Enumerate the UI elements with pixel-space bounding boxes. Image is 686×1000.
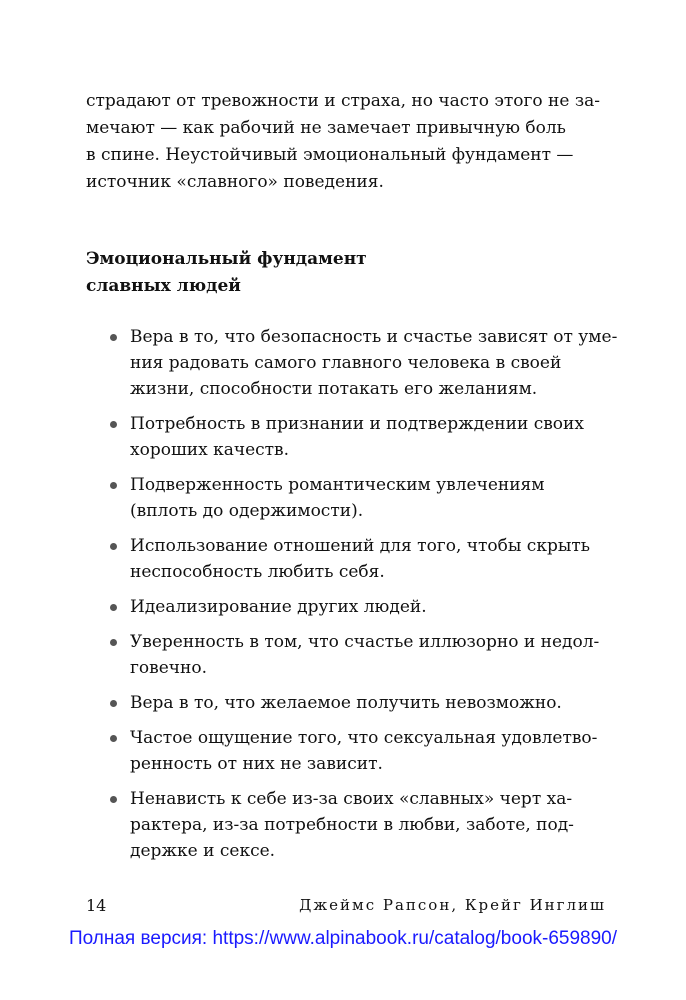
bullet-dot-icon xyxy=(110,543,117,550)
running-head: Джеймс Рапсон, Крейг Инглиш xyxy=(299,896,606,914)
list-item-line: хороших качеств. xyxy=(130,440,290,460)
intro-line: мечают — как рабочий не замечает привычную боль xyxy=(86,118,566,138)
intro-line: источник «славного» поведения. xyxy=(86,172,384,192)
bullet-dot-icon xyxy=(110,334,117,341)
list-item-line: ния радовать самого главного человека в своей xyxy=(130,353,562,373)
full-version-link[interactable]: Полная версия: https://www.alpinabook.ru/catalog/book-659890/ xyxy=(68,928,618,949)
list-item-line: Использование отношений для того, чтобы скрыть xyxy=(130,536,591,556)
list-item-line: ренность от них не зависит. xyxy=(130,754,383,774)
list-item-line: Частое ощущение того, что сексуальная удовлетво- xyxy=(130,728,598,748)
list-item xyxy=(86,629,606,681)
bullet-list xyxy=(86,324,618,864)
list-item-line: Ненависть к себе из-за своих «славных» черт ха- xyxy=(130,789,573,809)
bullet-dot-icon xyxy=(110,735,117,742)
page-number: 14 xyxy=(86,896,107,915)
list-item xyxy=(86,786,606,864)
bullet-dot-icon xyxy=(110,482,117,489)
list-item-line: говечно. xyxy=(130,658,207,678)
list-item-line: (вплоть до одержимости). xyxy=(130,501,364,521)
list-item xyxy=(86,594,606,620)
list-item xyxy=(86,472,606,524)
list-item xyxy=(86,533,606,585)
list-item-line: Идеализирование других людей. xyxy=(130,597,427,617)
heading-line: славных людей xyxy=(86,276,241,296)
list-item xyxy=(86,411,606,463)
intro-paragraph xyxy=(86,88,606,196)
intro-line: в спине. Неустойчивый эмоциональный фундамент — xyxy=(86,145,574,165)
list-item-line: Вера в то, что желаемое получить невозможно. xyxy=(130,693,562,713)
list-item xyxy=(86,690,606,716)
list-item-line: Подверженность романтическим увлечениям xyxy=(130,475,545,495)
list-item xyxy=(86,324,618,402)
section-heading xyxy=(86,246,606,300)
list-item-line: Потребность в признании и подтверждении своих xyxy=(130,414,584,434)
bullet-dot-icon xyxy=(110,421,117,428)
bullet-dot-icon xyxy=(110,796,117,803)
list-item-line: неспособность любить себя. xyxy=(130,562,385,582)
bullet-dot-icon xyxy=(110,639,117,646)
list-item-line: Вера в то, что безопасность и счастье зависят от уме- xyxy=(130,327,618,347)
bullet-dot-icon xyxy=(110,700,117,707)
bullet-dot-icon xyxy=(110,604,117,611)
heading-line: Эмоциональный фундамент xyxy=(86,249,367,269)
list-item-line: Уверенность в том, что счастье иллюзорно и недол- xyxy=(130,632,600,652)
list-item xyxy=(86,725,606,777)
list-item-line: рактера, из-за потребности в любви, заботе, под- xyxy=(130,815,574,835)
list-item-line: жизни, способности потакать его желаниям. xyxy=(130,379,538,399)
page-body xyxy=(86,88,618,873)
intro-line: страдают от тревожности и страха, но часто этого не за- xyxy=(86,91,600,111)
page-footer xyxy=(86,896,606,918)
list-item-line: держке и сексе. xyxy=(130,841,276,861)
